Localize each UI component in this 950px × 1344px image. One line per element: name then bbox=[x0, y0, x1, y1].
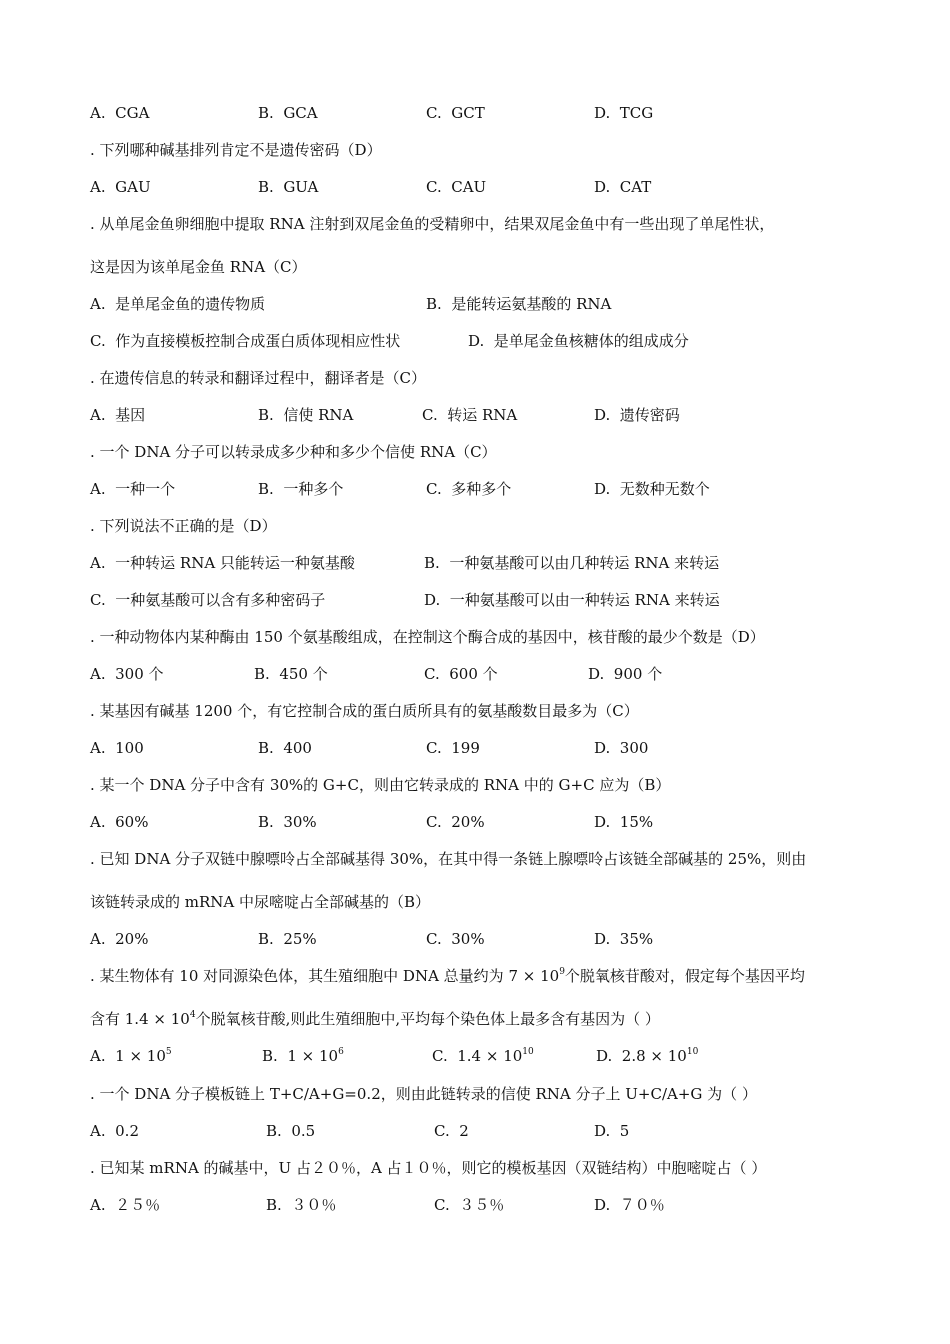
question-stem: . 下列哪种碱基排列肯定不是遗传密码（D） bbox=[90, 141, 382, 159]
option-a: A. ２５％ bbox=[90, 1196, 161, 1214]
option-d: D. ７０％ bbox=[594, 1196, 665, 1214]
option-d: D. 900 个 bbox=[588, 665, 663, 683]
option-d: D. 5 bbox=[594, 1122, 630, 1140]
option-b: B. 400 bbox=[258, 739, 312, 757]
question-stem: . 某基因有碱基 1200 个，有它控制合成的蛋白质所具有的氨基酸数目最多为（C） bbox=[90, 702, 639, 720]
option-c: C. 30% bbox=[426, 930, 485, 948]
option-b: B. ３０％ bbox=[266, 1196, 337, 1214]
option-a: A. 基因 bbox=[90, 406, 146, 424]
option-a: A. 一种转运 RNA 只能转运一种氨基酸 bbox=[90, 554, 355, 572]
option-d: D. TCG bbox=[594, 104, 654, 122]
option-d: D. 遗传密码 bbox=[594, 406, 680, 424]
option-d: D. 300 bbox=[594, 739, 649, 757]
option-a: A. 20% bbox=[90, 930, 149, 948]
question-stem-continued: 这是因为该单尾金鱼 RNA（C） bbox=[90, 258, 307, 276]
question-stem: . 一个 DNA 分子模板链上 T+C/A+G=0.2，则由此链转录的信使 RNA 分子上 U+C/A+G 为（ ） bbox=[90, 1085, 757, 1103]
option-c: C. GCT bbox=[426, 104, 485, 122]
option-d: D. 35% bbox=[594, 930, 654, 948]
option-b: B. 25% bbox=[258, 930, 317, 948]
option-a: A. 300 个 bbox=[90, 665, 164, 683]
question-stem: . 在遗传信息的转录和翻译过程中，翻译者是（C） bbox=[90, 369, 427, 387]
question-stem: . 已知 DNA 分子双链中腺嘌呤占全部碱基得 30%，在其中得一条链上腺嘌呤占该链全部碱基的 25%，则由 bbox=[90, 850, 807, 868]
option-c: C. 转运 RNA bbox=[422, 406, 518, 424]
question-stem: . 一种动物体内某种酶由 150 个氨基酸组成，在控制这个酶合成的基因中，核苷酸的最少个数是（D） bbox=[90, 628, 765, 646]
option-b: B. GCA bbox=[258, 104, 318, 122]
question-stem: . 从单尾金鱼卵细胞中提取 RNA 注射到双尾金鱼的受精卵中，结果双尾金鱼中有一些出现了单尾性状， bbox=[90, 215, 775, 233]
option-b: B. 450 个 bbox=[254, 665, 328, 683]
option-c: C. CAU bbox=[426, 178, 487, 196]
option-c: C. 20% bbox=[426, 813, 485, 831]
option-d: D. $2.8 \times 10^{10}$ bbox=[596, 1047, 699, 1065]
option-b: B. 是能转运氨基酸的 RNA bbox=[426, 295, 612, 313]
option-d: D. 一种氨基酸可以由一种转运 RNA 来转运 bbox=[424, 591, 720, 609]
question-stem: . 一个 DNA 分子可以转录成多少种和多少个信使 RNA（C） bbox=[90, 443, 497, 461]
exponent: 9 bbox=[559, 967, 565, 977]
option-b: B. 一种氨基酸可以由几种转运 RNA 来转运 bbox=[424, 554, 720, 572]
option-b: B. 一种多个 bbox=[258, 480, 344, 498]
exponent: 4 bbox=[189, 1010, 196, 1020]
option-a: A. GAU bbox=[90, 178, 151, 196]
option-d: D. 无数种无数个 bbox=[594, 480, 710, 498]
option-c: C. $1.4 \times 10^{10}$ bbox=[432, 1047, 534, 1065]
option-c: C. 一种氨基酸可以含有多种密码子 bbox=[90, 591, 326, 609]
option-b: B. GUA bbox=[258, 178, 319, 196]
question-stem: . 下列说法不正确的是（D） bbox=[90, 517, 277, 535]
option-d: D. 是单尾金鱼核糖体的组成成分 bbox=[468, 332, 689, 350]
option-a: A. $1 \times 10^5$ bbox=[90, 1047, 172, 1065]
option-b: B. 0.5 bbox=[266, 1122, 316, 1140]
option-a: A. 是单尾金鱼的遗传物质 bbox=[90, 295, 266, 313]
option-a: A. 60% bbox=[90, 813, 149, 831]
option-c: C. 多种多个 bbox=[426, 480, 512, 498]
option-c: C. 199 bbox=[426, 739, 480, 757]
question-stem-continued: 含有 $1.4 \times 10^4$个脱氧核苷酸,则此生殖细胞中,平均每个染色体上最多含有基因为（ ） bbox=[90, 1010, 660, 1028]
question-stem: . 某一个 DNA 分子中含有 30%的 G+C，则由它转录成的 RNA 中的 G+C 应为（B） bbox=[90, 776, 671, 794]
option-a: A. CGA bbox=[90, 104, 150, 122]
question-stem: . 已知某 mRNA 的碱基中，U 占２０％，A 占１０％，则它的模板基因（双链结构）中胞嘧啶占（ ） bbox=[90, 1159, 767, 1177]
option-b: B. $1 \times 10^6$ bbox=[262, 1047, 344, 1065]
option-d: D. CAT bbox=[594, 178, 652, 196]
question-stem: . 某生物体有 10 对同源染色体，其生殖细胞中 DNA 总量约为 $7 \times 10^9$个脱氧核苷酸对，假定每个基因平均 bbox=[90, 967, 805, 985]
option-a: A. 100 bbox=[90, 739, 144, 757]
option-b: B. 30% bbox=[258, 813, 317, 831]
option-d: D. 15% bbox=[594, 813, 654, 831]
question-stem-continued: 该链转录成的 mRNA 中尿嘧啶占全部碱基的（B） bbox=[90, 893, 431, 911]
option-a: A. 一种一个 bbox=[90, 480, 176, 498]
option-c: C. 作为直接模板控制合成蛋白质体现相应性状 bbox=[90, 332, 401, 350]
option-c: C. ３５％ bbox=[434, 1196, 505, 1214]
option-c: C. 600 个 bbox=[424, 665, 498, 683]
option-c: C. 2 bbox=[434, 1122, 469, 1140]
option-b: B. 信使 RNA bbox=[258, 406, 354, 424]
option-a: A. 0.2 bbox=[90, 1122, 139, 1140]
